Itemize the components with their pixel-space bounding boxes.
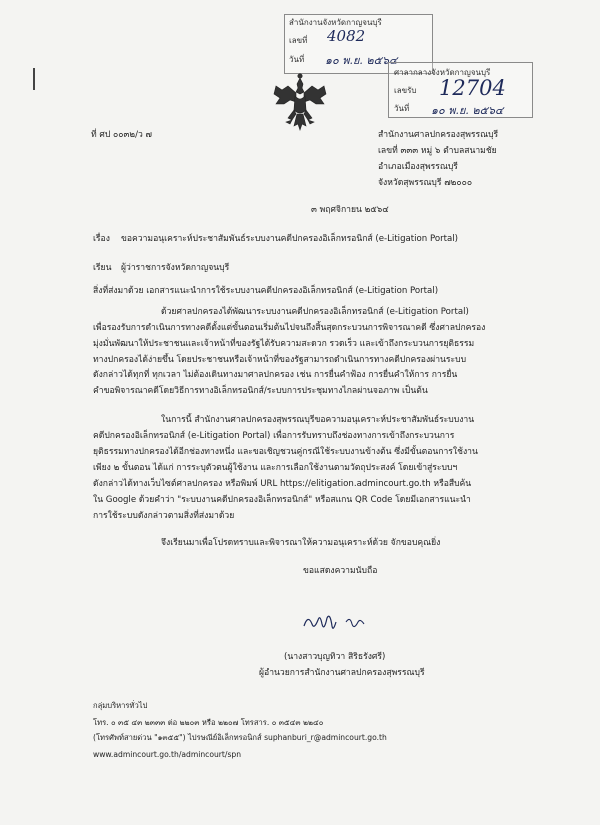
para1-line: ด้วยศาลปกครองได้พัฒนาระบบงานคดีปกครองอิเล็กทรอนิกส์ (e-Litigation Portal) [161,307,469,317]
handwritten-signature [300,610,370,634]
garuda-emblem-icon [270,72,330,134]
sender-district: อำเภอเมืองสุพรรณบุรี [378,162,458,172]
sender-office: สำนักงานศาลปกครองสุพรรณบุรี [378,130,499,140]
para2-line: ในการนี้ สำนักงานศาลปกครองสุพรรณบุรีขอความอนุเคราะห์ประชาสัมพันธ์ระบบงาน [161,415,475,425]
para1-line: ดังกล่าวได้ทุกที่ ทุกเวลา ไม่ต้องเดินทางมาศาลปกครอง เช่น การยื่นคำฟ้อง การยื่นคำให้การ การยื่น [93,370,458,380]
para1-line: เพื่อรองรับการดำเนินการทางคดีตั้งแต่ขั้นตอนเริ่มต้นไปจนถึงสิ้นสุดกระบวนการพิจารณาคดี ซึ่งศาลปกครอง [93,323,486,333]
para2-line: ใน Google ด้วยคำว่า "ระบบงานคดีปกครองอิเล็กทรอนิกส์" หรือสแกน QR Code โดยมีเอกสารแนะนำ [93,495,471,505]
letter-date: ๓ พฤศจิกายน ๒๕๖๔ [311,205,389,215]
stamp-number-handwritten: 12704 [439,76,506,100]
para1-line: มุ่งมั่นพัฒนาให้ประชาชนและเจ้าหน้าที่ของรัฐได้รับความสะดวก รวดเร็ว และเข้าถึงกระบวนการยุติธรรม [93,339,475,349]
stamp-number-label: เลขที่ [289,36,308,45]
stamp-number-handwritten: 4082 [327,27,366,45]
reference-number: ที่ ศป ๐๐๓๒/ว ๗ [91,130,152,140]
para2-line: คดีปกครองอิเล็กทรอนิกส์ (e-Litigation Portal) เพื่อการรับทราบถึงช่องทางการเข้าถึงกระบวนการ [93,431,455,441]
stamp-date-label: วันที่ [394,104,410,113]
stamp-date-label: วันที่ [289,55,305,64]
subject-label: เรื่อง [93,234,110,244]
footer-email: (โทรศัพท์สายด่วน "๑๓๕๕") ไปรษณีย์อิเล็กทรอนิกส์ suphanburi_r@admincourt.go.th [93,733,387,742]
enclosure-line: สิ่งที่ส่งมาด้วย เอกสารแนะนำการใช้ระบบงานคดีปกครองอิเล็กทรอนิกส์ (e-Litigation Portal) [93,286,439,296]
para2-line: การใช้ระบบดังกล่าวตามสิ่งที่ส่งมาด้วย [93,511,235,521]
to-label: เรียน [93,263,112,273]
para2-line: ดังกล่าวได้ทางเว็บไซต์ศาลปกครอง หรือพิมพ์ URL https://elitigation.admincourt.go.th หรือสืบค้น [93,479,472,489]
to-text: ผู้ว่าราชการจังหวัดกาญจนบุรี [121,263,230,273]
stamp-number-label: เลขรับ [394,86,417,95]
footer-department: กลุ่มบริหารทั่วไป [93,701,148,710]
para1-line: คำขอพิจารณาคดีโดยวิธีการทางอิเล็กทรอนิกส์/ระบบการประชุมทางไกลผ่านจอภาพ เป็นต้น [93,386,428,396]
signer-name: (นางสาวบุญทิวา สิริธรังศรี) [284,652,386,662]
receiving-stamp-city-hall [388,62,533,118]
para1-line: ทางปกครองได้ง่ายขึ้น โดยประชาชนหรือเจ้าหน้าที่ของรัฐสามารถดำเนินการทางคดีปกครองผ่านระบบ [93,355,467,365]
stamp-date-handwritten: ๑๐ พ.ย. ๒๕๖๔ [431,104,504,117]
para2-line: ยุติธรรมทางปกครองได้อีกช่องทางหนึ่ง และขอเชิญชวนคู่กรณีใช้ระบบงานข้างต้น ซึ่งมีขั้นตอนการใช้งาน [93,447,478,457]
stamp-date-handwritten: ๑๐ พ.ย. ๒๕๖๔ [325,54,398,67]
footer-phone: โทร. ๐ ๓๕ ๔๓ ๒๓๓๓ ต่อ ๒๒๐๓ หรือ ๒๒๐๗ โทรสาร. ๐ ๓๕๔๓ ๒๒๔๐ [93,718,324,727]
scan-edge-mark [33,68,35,90]
sender-province: จังหวัดสุพรรณบุรี ๗๒๐๐๐ [378,178,473,188]
footer-website: www.admincourt.go.th/admincourt/spn [93,750,242,759]
closing-line: ขอแสดงความนับถือ [303,566,378,576]
signer-title: ผู้อำนวยการสำนักงานศาลปกครองสุพรรณบุรี [259,668,425,678]
stamp-hall-name: ศาลากลางจังหวัดกาญจนบุรี [394,68,491,77]
para2-line: เพียง ๒ ขั้นตอน ได้แก่ การระบุตัวตนผู้ใช้งาน และการเลือกใช้งานตามวัตถุประสงค์ โดยเข้าสู่ระบบฯ [93,463,458,473]
sender-street: เลขที่ ๓๓๓ หมู่ ๖ ตำบลสนามชัย [378,146,497,156]
para3-line: จึงเรียนมาเพื่อโปรดทราบและพิจารณาให้ความอนุเคราะห์ด้วย จักขอบคุณยิ่ง [161,538,441,548]
subject-text: ขอความอนุเคราะห์ประชาสัมพันธ์ระบบงานคดีปกครองอิเล็กทรอนิกส์ (e-Litigation Portal) [121,234,459,244]
stamp-office-name: สำนักงานจังหวัดกาญจนบุรี [289,18,382,27]
